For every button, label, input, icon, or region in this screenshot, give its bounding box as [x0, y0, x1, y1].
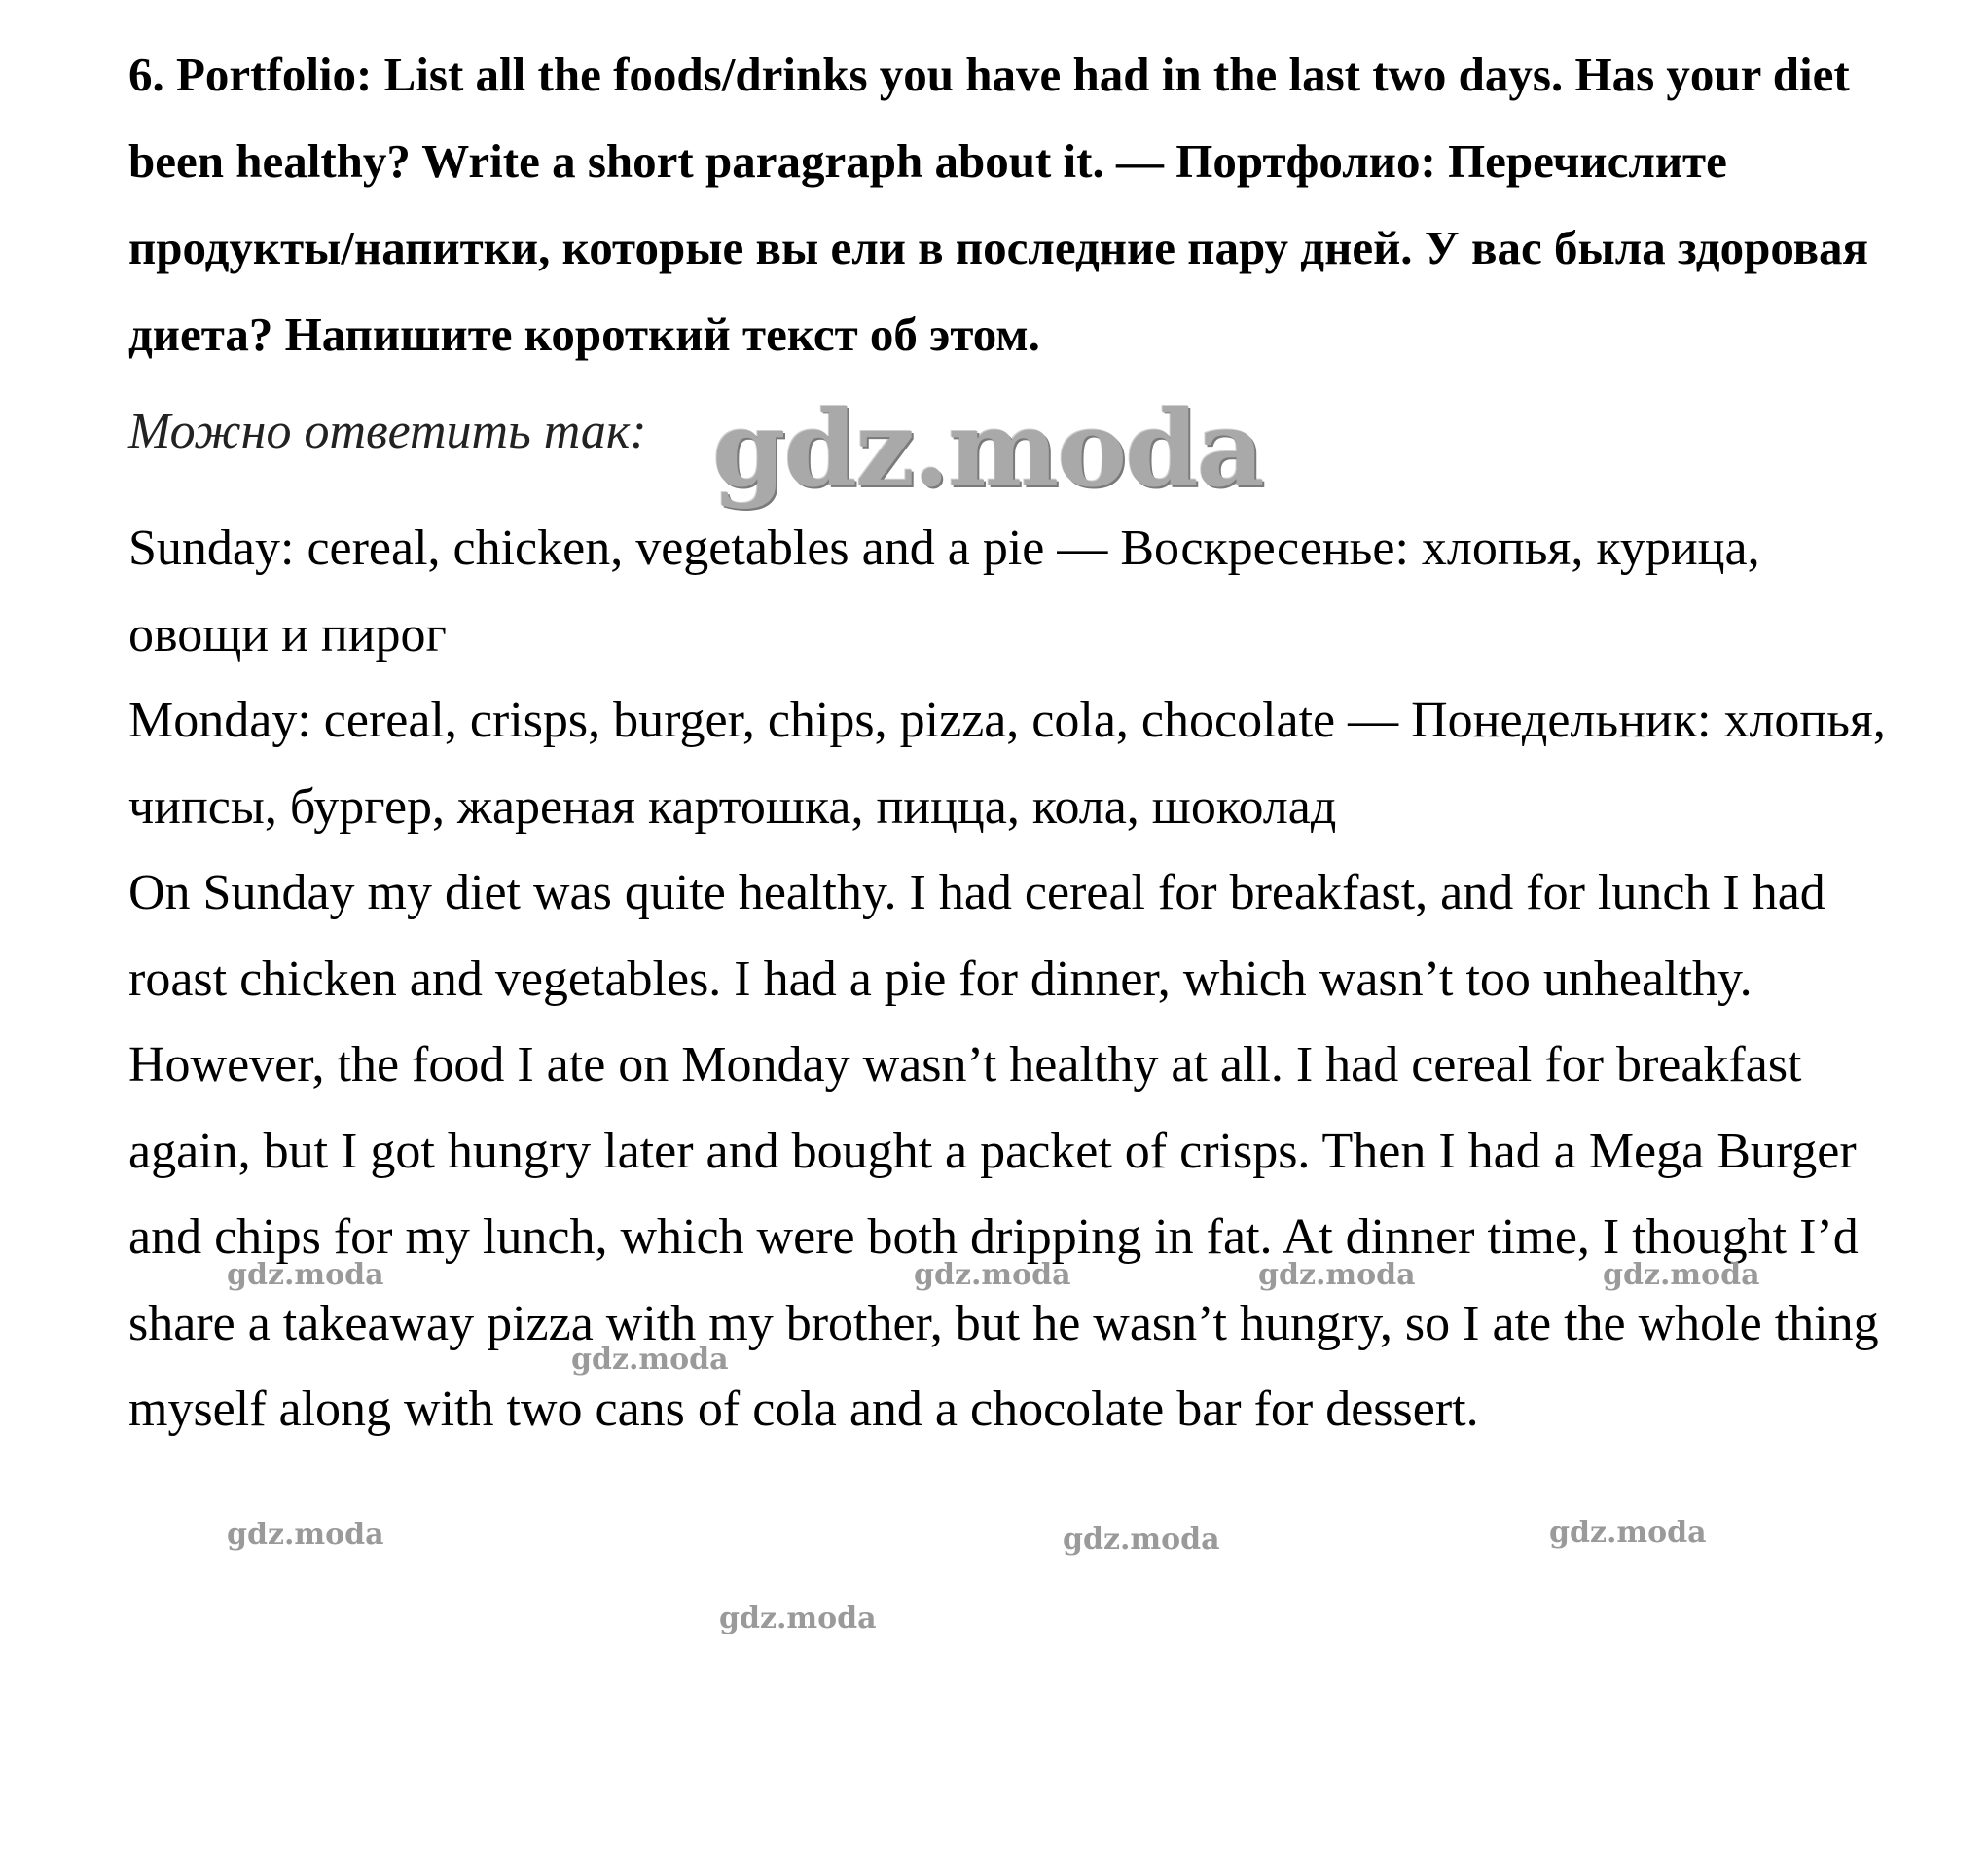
- sunday-list: Sunday: cereal, chicken, vegetables and a pie — Воскресенье: хлопья, курица, овощи и пирог: [128, 521, 1760, 663]
- watermark-small: gdz.moda: [719, 1601, 877, 1635]
- watermark-small: gdz.moda: [1549, 1516, 1707, 1550]
- answer-lead: Можно ответить так:: [128, 404, 647, 459]
- watermark-small: gdz.moda: [914, 1258, 1071, 1292]
- watermark-small: gdz.moda: [571, 1343, 729, 1377]
- monday-list: Monday: cereal, crisps, burger, chips, pizza, cola, chocolate — Понедельник: хлопья, чипсы, бургер, жареная картошка, пицца, кола, шоколад: [128, 693, 1886, 835]
- answer-lead-row: [128, 388, 1909, 511]
- watermark-small: gdz.moda: [1603, 1258, 1760, 1292]
- watermark-small: gdz.moda: [227, 1258, 384, 1292]
- watermark-small: gdz.moda: [1063, 1523, 1220, 1557]
- watermark-small: gdz.moda: [1258, 1258, 1416, 1292]
- watermark-logo: gdz.moda: [712, 388, 1263, 511]
- answer-paragraph: On Sunday my diet was quite healthy. I had cereal for breakfast, and for lunch I had roast chicken and vegetables. I had a pie for dinner, which wasn’t too unhealthy. However, the food I ate on Monday wasn’t healthy at all. I had cereal for breakfast again, but I got hungry later and bought a packet of crisps. Then I had a Mega Burger and chips for my lunch, which were both dripping in fat. At dinner time, I thought I’d share a takeaway pizza with my brother, but he wasn’t hungry, so I ate the whole thing myself along with two cans of cola and a chocolate bar for dessert.: [128, 865, 1879, 1437]
- document-content: [128, 31, 1909, 1454]
- watermark-small: gdz.moda: [227, 1518, 384, 1552]
- task-heading: 6. Portfolio: List all the foods/drinks you have had in the last two days. Has your diet been healthy? Write a short paragraph about it. — Портфолио: Перечислите продукты/напитки, которые вы ели в последние пару дней. У вас была здоровая диета? Напишите короткий текст об этом.: [128, 48, 1869, 361]
